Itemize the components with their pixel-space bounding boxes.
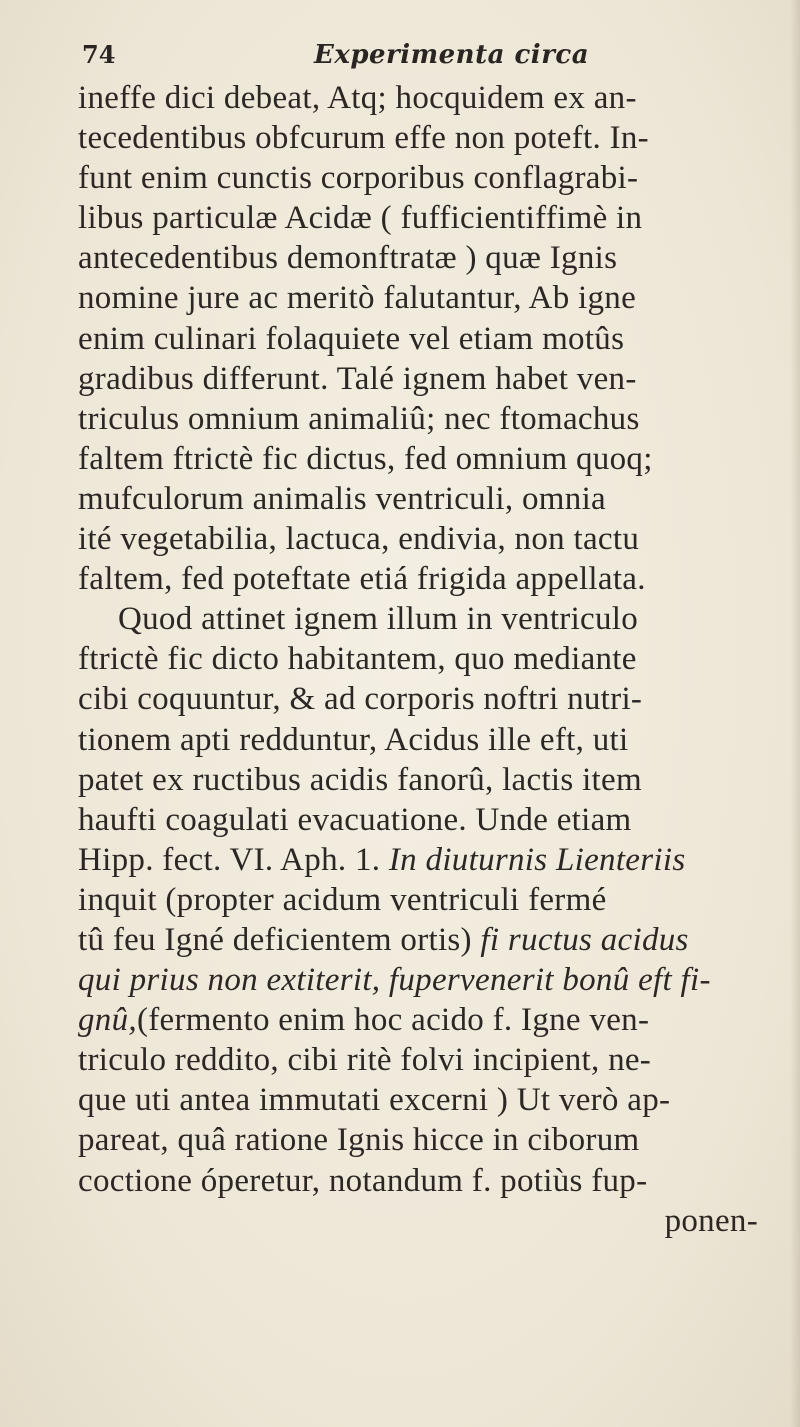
text-line [78, 720, 798, 760]
text-line [78, 599, 798, 639]
text-line [78, 439, 798, 479]
running-head: Experimenta circa [314, 40, 590, 70]
text-line [78, 399, 798, 439]
text-line [78, 760, 798, 800]
text-segment: nomine jure ac meritò falutantur, Ab igne [78, 280, 637, 317]
text-line [78, 238, 798, 278]
italic-text: fi ructus acidus [480, 921, 689, 958]
text-line [78, 78, 798, 118]
text-line [78, 1040, 798, 1080]
text-segment: enim culinari folaquiete vel etiam motûs [78, 320, 625, 357]
italic-text: gnû, [78, 1002, 137, 1039]
text-line [78, 639, 798, 679]
italic-text: qui prius non extiterit, fupervenerit bonû eft fi- [78, 962, 711, 999]
text-segment: Hipp. fect. VI. Aph. 1. [78, 841, 389, 878]
text-segment: mufculorum animalis ventriculi, omnia [78, 480, 606, 517]
text-segment: triculo reddito, cibi ritè folvi incipient, ne- [78, 1042, 652, 1079]
text-segment: inquit (propter acidum ventriculi fermé [78, 881, 607, 918]
text-segment: antecedentibus demonftratæ ) quæ Ignis [78, 240, 618, 277]
text-segment: gradibus differunt. Talé ignem habet ven- [78, 360, 637, 397]
text-segment: coctione óperetur, notandum f. potiùs fup- [78, 1162, 648, 1199]
text-line [78, 960, 798, 1000]
text-segment: faltem ftrictè fic dictus, fed omnium quoq; [78, 440, 653, 477]
text-line [78, 559, 798, 599]
text-segment: ité vegetabilia, lactuca, endivia, non tactu [78, 521, 640, 558]
text-line [78, 920, 798, 960]
text-line [78, 198, 798, 238]
text-line [78, 278, 798, 318]
text-segment: funt enim cunctis corporibus conflagrabi- [78, 160, 639, 197]
text-segment: triculus omnium animaliû; nec ftomachus [78, 400, 640, 437]
text-line [78, 840, 798, 880]
text-segment: libus particulæ Acidæ ( fufficientiffimè in [78, 200, 643, 237]
text-segment: ineffe dici debeat, Atq; hocquidem ex an- [78, 80, 637, 116]
text-line [78, 319, 798, 359]
text-segment: (fermento enim hoc acido f. Igne ven- [136, 1002, 650, 1039]
page-header [82, 40, 722, 80]
text-line [78, 679, 798, 719]
italic-text: In diuturnis Lienteriis [388, 841, 686, 878]
text-segment: patet ex ructibus acidis fanorû, lactis item [78, 761, 642, 798]
body-text [78, 78, 798, 1241]
text-line [78, 359, 798, 399]
text-segment: tû feu Igné deficientem ortis) [78, 921, 481, 958]
text-line [78, 1201, 798, 1241]
text-line [78, 158, 798, 198]
text-segment: tionem apti redduntur, Acidus ille eft, uti [78, 721, 629, 758]
text-line [78, 880, 798, 920]
text-line [78, 800, 798, 840]
text-line [78, 1120, 798, 1160]
text-segment: cibi coquuntur, & ad corporis noftri nutri- [78, 681, 643, 718]
text-segment: pareat, quâ ratione Ignis hicce in ciborum [78, 1122, 640, 1159]
text-segment: ponen- [664, 1202, 758, 1239]
text-segment: faltem, fed poteftate etiá frigida appellata. [78, 561, 646, 598]
text-line [78, 1161, 798, 1201]
text-segment: haufti coagulati evacuatione. Unde etiam [78, 801, 632, 838]
text-line [78, 1000, 798, 1040]
text-segment: Quod attinet ignem illum in ventriculo [118, 601, 639, 638]
text-segment: tecedentibus obfcurum effe non poteft. In- [78, 120, 649, 157]
text-line [78, 479, 798, 519]
text-line [78, 118, 798, 158]
text-line [78, 519, 798, 559]
text-line [78, 1080, 798, 1120]
text-segment: ftrictè fic dicto habitantem, quo mediante [78, 641, 637, 678]
page-number: 74 [82, 40, 116, 69]
text-segment: que uti antea immutati excerni ) Ut verò ap- [78, 1082, 671, 1119]
